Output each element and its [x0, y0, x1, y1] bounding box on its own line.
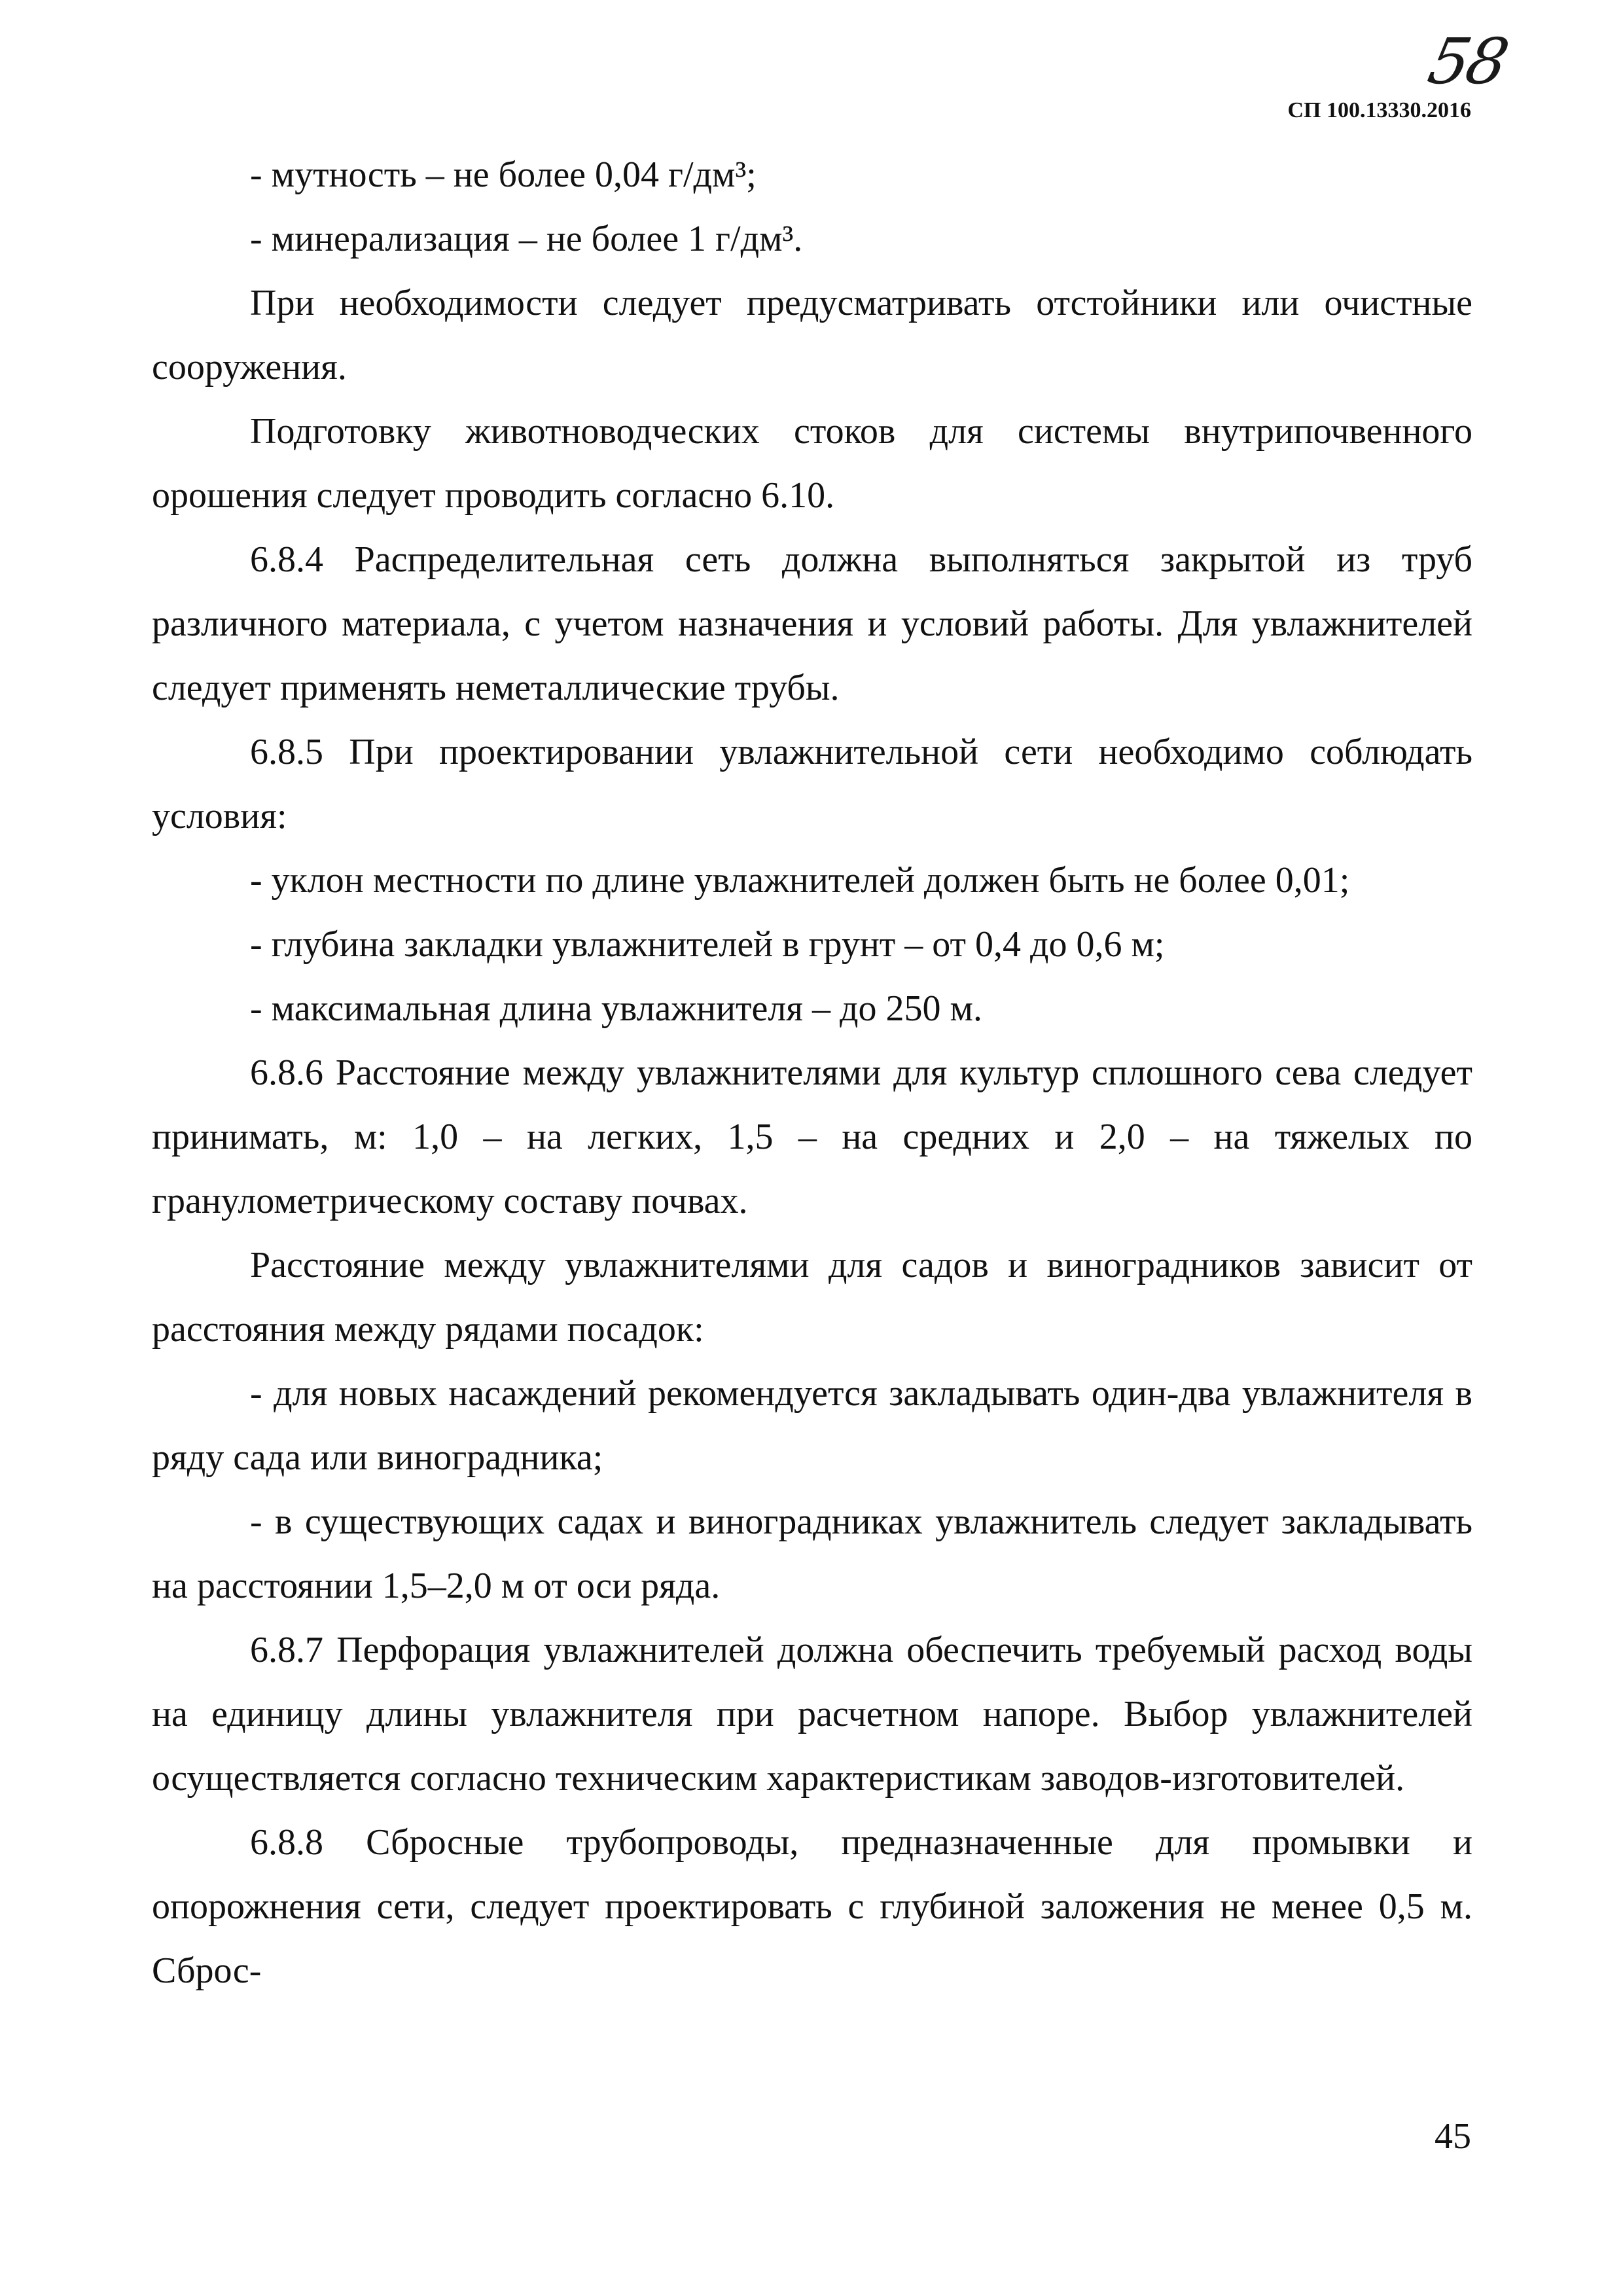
document-body — [152, 143, 1472, 2003]
page-number: 45 — [1435, 2116, 1471, 2157]
handwritten-page-number: 58 — [1422, 25, 1513, 98]
paragraph: 6.8.8 Сбросные трубопроводы, предназначенные для промывки и опорожнения сети, следует проектировать с глубиной заложения не менее 0,5 м. Сброс- — [152, 1822, 1472, 1991]
paragraph: - минерализация – не более 1 г/дм³. — [250, 219, 803, 259]
paragraph: - максимальная длина увлажнителя – до 250 м. — [250, 988, 982, 1029]
paragraph: - мутность – не более 0,04 г/дм³; — [250, 154, 757, 195]
document-code: СП 100.13330.2016 — [1287, 98, 1471, 122]
paragraph: - глубина закладки увлажнителей в грунт – от 0,4 до 0,6 м; — [250, 924, 1165, 965]
paragraph: 6.8.6 Расстояние между увлажнителями для культур сплошного сева следует принимать, м: 1,0 – на легких, 1,5 – на средних и 2,0 – на тяжелых по гранулометрическому составу почвах. — [152, 1052, 1472, 1221]
paragraph: - для новых насаждений рекомендуется закладывать один-два увлажнителя в ряду сада или виноградника; — [152, 1373, 1472, 1478]
paragraph: Расстояние между увлажнителями для садов и виноградников зависит от расстояния между рядами посадок: — [152, 1245, 1472, 1350]
paragraph: 6.8.4 Распределительная сеть должна выполняться закрытой из труб различного материала, с учетом назначения и условий работы. Для увлажнителей следует применять неметаллические трубы. — [152, 539, 1472, 708]
paragraph: 6.8.7 Перфорация увлажнителей должна обеспечить требуемый расход воды на единицу длины увлажнителя при расчетном напоре. Выбор увлажнителей осуществляется согласно техническим характеристикам заводов-изготовителей. — [152, 1630, 1472, 1799]
paragraph: - уклон местности по длине увлажнителей должен быть не более 0,01; — [250, 860, 1350, 901]
paragraph: Подготовку животноводческих стоков для системы внутрипочвенного орошения следует проводить согласно 6.10. — [152, 411, 1472, 516]
paragraph: При необходимости следует предусматривать отстойники или очистные сооружения. — [152, 283, 1472, 387]
paragraph: 6.8.5 При проектировании увлажнительной сети необходимо соблюдать условия: — [152, 732, 1472, 836]
paragraph: - в существующих садах и виноградниках увлажнитель следует закладывать на расстоянии 1,5–2,0 м от оси ряда. — [152, 1501, 1472, 1606]
